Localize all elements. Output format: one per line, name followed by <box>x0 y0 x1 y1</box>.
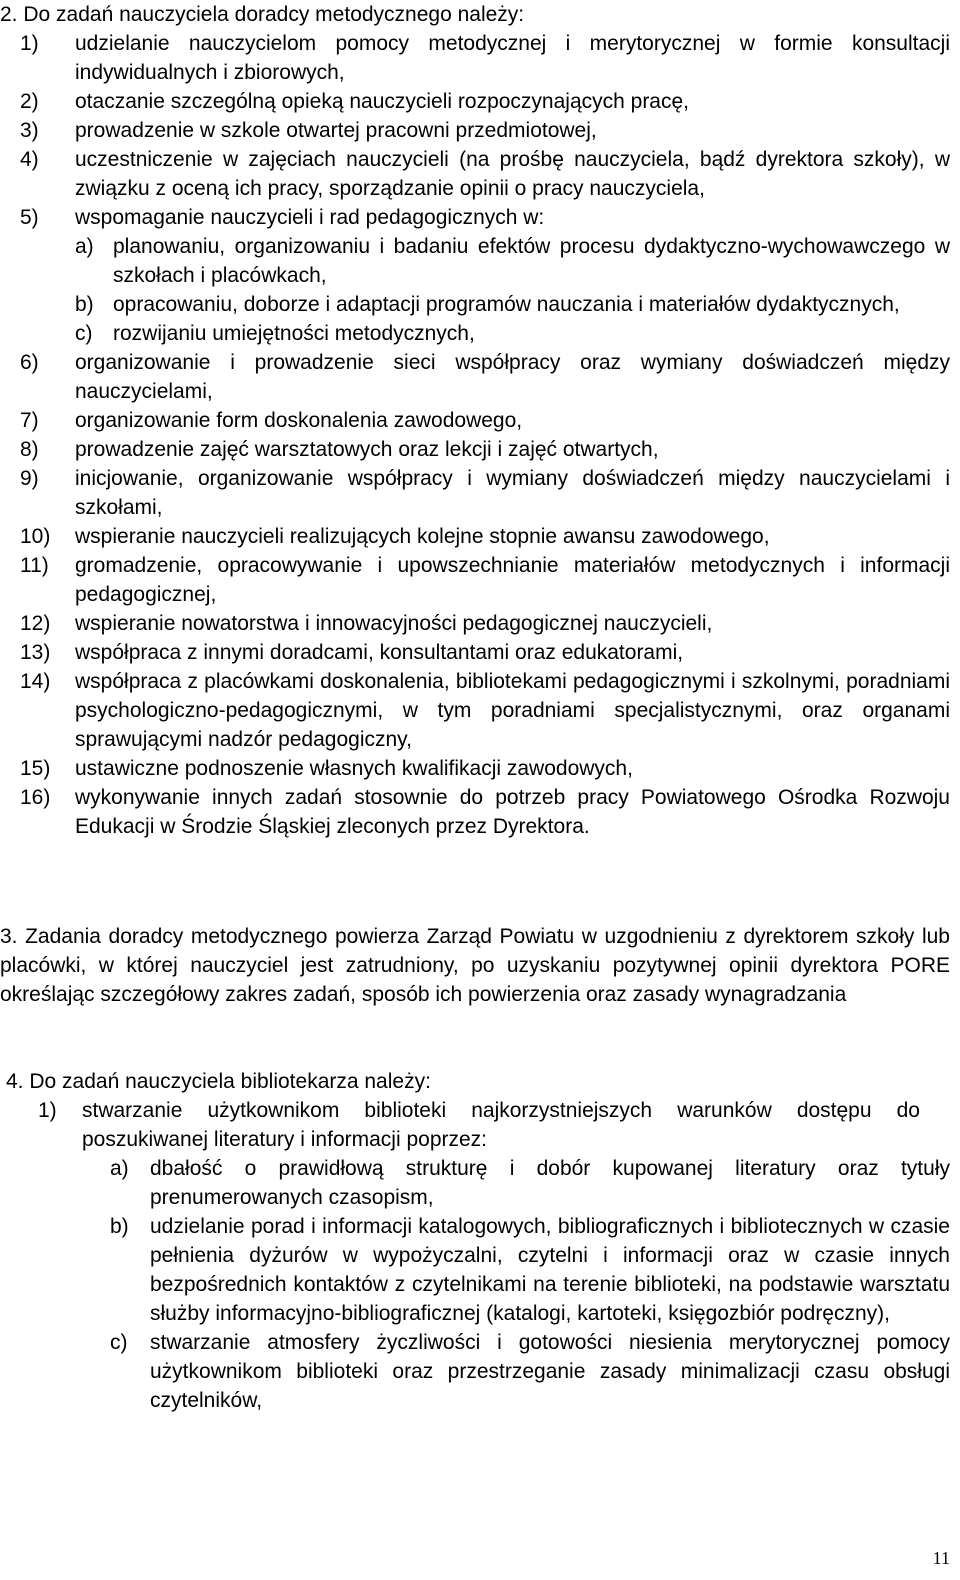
item-text: wspomaganie nauczycieli i rad pedagogicznych w: <box>75 206 545 229</box>
item-text: organizowanie i prowadzenie sieci współpracy oraz wymiany doświadczeń między nauczycielami, <box>75 351 950 403</box>
list-item <box>0 754 950 783</box>
sub-item-letter: a) <box>110 1157 129 1180</box>
section-4 <box>0 1067 950 1415</box>
item-text: udzielanie nauczycielom pomocy metodycznej i merytorycznej w formie konsultacji indywidualnych i zbiorowych, <box>75 32 950 84</box>
item-text: otaczanie szczególną opieką nauczycieli rozpoczynających pracę, <box>75 90 690 113</box>
item-number: 1) <box>38 1099 57 1122</box>
section-2-heading-text: 2. Do zadań nauczyciela doradcy metodycznego należy: <box>0 3 525 26</box>
section-2-heading <box>0 0 950 29</box>
sub-item-letter: c) <box>75 322 93 345</box>
item-number: 8) <box>20 438 39 461</box>
list-item <box>0 783 950 841</box>
item-number: 2) <box>20 90 39 113</box>
item-number: 14) <box>20 670 51 693</box>
item-text: inicjowanie, organizowanie współpracy i wymiany doświadczeń między nauczycielami i szkołami, <box>75 467 950 519</box>
list-item <box>0 667 950 754</box>
item-number: 9) <box>20 467 39 490</box>
item-number: 3) <box>20 119 39 142</box>
sub-list-item <box>0 290 950 319</box>
item-text: organizowanie form doskonalenia zawodowego, <box>75 409 523 432</box>
list-item <box>0 203 950 232</box>
section-4-heading <box>0 1067 950 1096</box>
item-text: stwarzanie użytkownikom biblioteki najkorzystniejszych warunków dostępu do poszukiwanej literatury i informacji poprzez: <box>82 1099 920 1151</box>
sub-list-item <box>0 1154 950 1212</box>
sub-list-item <box>0 319 950 348</box>
sub-item-letter: c) <box>110 1331 128 1354</box>
item-number: 16) <box>20 786 51 809</box>
list-item <box>0 116 950 145</box>
list-item <box>0 638 950 667</box>
list-item <box>0 406 950 435</box>
sub-item-text: rozwijaniu umiejętności metodycznych, <box>113 322 475 345</box>
item-text: uczestniczenie w zajęciach nauczycieli (na prośbę nauczyciela, bądź dyrektora szkoły), w związku z oceną ich pracy, sporządzanie opinii o pracy nauczyciela, <box>75 148 950 200</box>
item-text: ustawiczne podnoszenie własnych kwalifikacji zawodowych, <box>75 757 633 780</box>
item-text: gromadzenie, opracowywanie i upowszechnianie materiałów metodycznych i informacji pedagogicznej, <box>75 554 950 606</box>
sub-item-text: planowaniu, organizowaniu i badaniu efektów procesu dydaktyczno-wychowawczego w szkołach i placówkach, <box>113 235 950 287</box>
sub-list-item <box>0 1328 950 1415</box>
list-item <box>0 348 950 406</box>
item-number: 15) <box>20 757 51 780</box>
item-number: 6) <box>20 351 39 374</box>
list-item <box>0 522 950 551</box>
sub-item-letter: a) <box>75 235 94 258</box>
item-number: 4) <box>20 148 39 171</box>
item-number: 7) <box>20 409 39 432</box>
item-number: 12) <box>20 612 51 635</box>
list-item <box>0 551 950 609</box>
sub-list-item <box>0 1212 950 1328</box>
list-item <box>0 1096 950 1154</box>
sub-item-letter: b) <box>110 1215 129 1238</box>
sub-item-text: dbałość o prawidłową strukturę i dobór kupowanej literatury oraz tytuły prenumerowanych czasopism, <box>150 1157 950 1209</box>
item-number: 10) <box>20 525 51 548</box>
list-item <box>0 609 950 638</box>
sub-item-text: udzielanie porad i informacji katalogowych, bibliograficznych i bibliotecznych w czasie pełnienia dyżurów w wypożyczalni, czytelni i informacji oraz w czasie innych bezpośrednich kontaktów z czytelnikami na terenie biblioteki, na podstawie warsztatu służby informacyjno-bibliograficznej (katalogi, kartoteki, księgozbiór podręczny), <box>150 1215 950 1325</box>
item-number: 5) <box>20 206 39 229</box>
sub-list-item <box>0 232 950 290</box>
section-3 <box>0 922 950 1009</box>
list-item <box>0 145 950 203</box>
item-text: prowadzenie zajęć warsztatowych oraz lekcji i zajęć otwartych, <box>75 438 659 461</box>
section-3-text: 3. Zadania doradcy metodycznego powierza Zarząd Powiatu w uzgodnieniu z dyrektorem szkoły lub placówki, w której nauczyciel jest zatrudniony, po uzyskaniu pozytywnej opinii dyrektora PORE określając szczegółowy zakres zadań, sposób ich powierzenia oraz zasady wynagradzania <box>0 925 950 1006</box>
sub-item-text: stwarzanie atmosfery życzliwości i gotowości niesienia merytorycznej pomocy użytkownikom biblioteki oraz przestrzeganie zasady minimalizacji czasu obsługi czytelników, <box>150 1331 950 1412</box>
page-number: 11 <box>932 1548 950 1568</box>
sub-item-text: opracowaniu, doborze i adaptacji programów nauczania i materiałów dydaktycznych, <box>113 293 900 316</box>
list-item <box>0 464 950 522</box>
item-text: współpraca z innymi doradcami, konsultantami oraz edukatorami, <box>75 641 684 664</box>
item-number: 11) <box>20 554 49 577</box>
item-text: współpraca z placówkami doskonalenia, bibliotekami pedagogicznymi i szkolnymi, poradniami psychologiczno-pedagogicznymi, w tym poradniami specjalistycznymi, oraz organami sprawującymi nadzór pedagogiczny, <box>75 670 950 751</box>
list-item <box>0 29 950 87</box>
item-number: 13) <box>20 641 51 664</box>
item-text: prowadzenie w szkole otwartej pracowni przedmiotowej, <box>75 119 597 142</box>
section-4-heading-text: 4. Do zadań nauczyciela bibliotekarza należy: <box>6 1070 431 1093</box>
list-item <box>0 435 950 464</box>
item-text: wspieranie nauczycieli realizujących kolejne stopnie awansu zawodowego, <box>75 525 770 548</box>
item-number: 1) <box>20 32 39 55</box>
item-text: wspieranie nowatorstwa i innowacyjności pedagogicznej nauczycieli, <box>75 612 713 635</box>
list-item <box>0 87 950 116</box>
sub-item-letter: b) <box>75 293 94 316</box>
item-text: wykonywanie innych zadań stosownie do potrzeb pracy Powiatowego Ośrodka Rozwoju Edukacji w Środzie Śląskiej zleconych przez Dyrektora. <box>75 786 950 838</box>
